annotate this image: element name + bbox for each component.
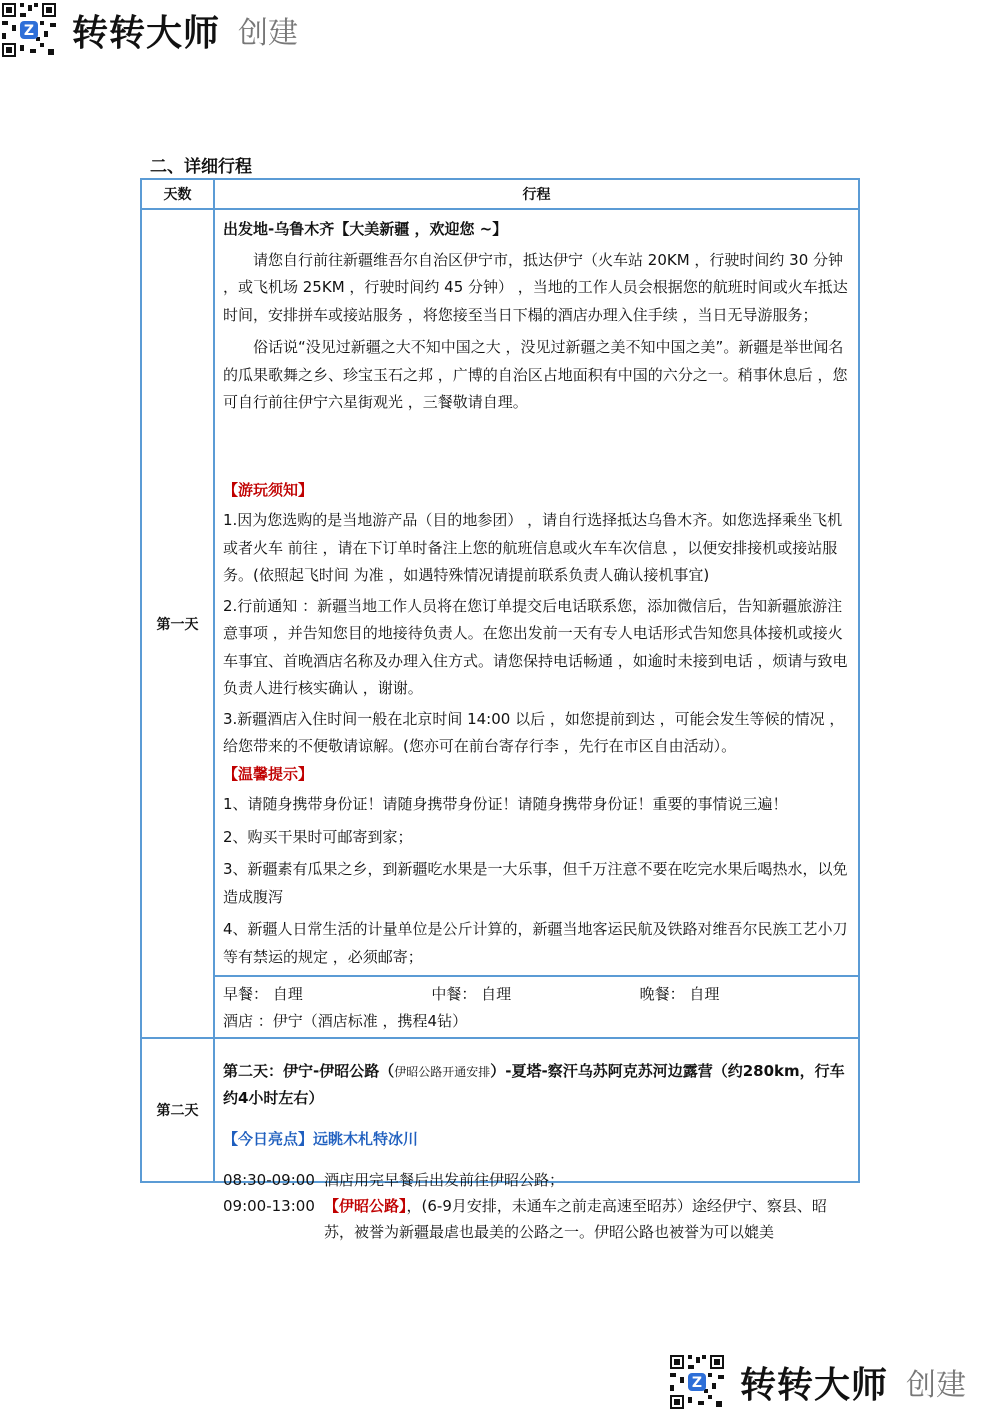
svg-text:Z: Z [23,23,35,39]
schedule-time: 08:30-09:00 [223,1171,315,1189]
day1-content [214,209,859,976]
day1-paragraph: 俗话说“没见过新疆之大不知中国之大 ，没见过新疆之美不知中国之美”。新疆是举世闻名的瓜果歌舞之乡、珍宝玉石之邦 ，广博的自治区占地面积有中国的六分之一。稍事休息后 ，您可自行前往伊宁六星街观光 ，三餐敬请自理。 [223,338,848,411]
header-itinerary: 行程 [214,179,859,209]
section-title: 二、详细行程 [150,157,252,177]
header-days: 天数 [141,179,214,209]
notice-item: 2.行前通知 ：新疆当地工作人员将在您订单提交后电话联系您，添加微信后，告知新疆旅游注意事项 ，并告知您目的地接待负责人。在您出发前一天有专人电话形式告知您具体接机或接火车事宜、首晚酒店名称及办理入住方式。请您保持电话畅通 ，如逾时未接到电话 ，烦请与致电负责人进行核实确认 ，谢谢。 [223,596,848,697]
watermark-sub: 创建 [906,1368,967,1403]
watermark-sub: 创建 [238,16,299,51]
svg-text:Z: Z [691,1375,703,1391]
tip-item: 3、新疆素有瓜果之乡，到新疆吃水果是一大乐事，但千万注意不要在吃完水果后喝热水，以免造成腹泻 [223,860,848,906]
notice-item: 1.因为您选购的是当地游产品（目的地参团） ，请自行选择抵达乌鲁木齐。如您选择乘坐飞机或者火车 前往 ，请在下订单时备注上您的航班信息或火车车次信息 ，以便安排接机或接站服务。(依照起飞时间 为准 ，如遇特殊情况请提前联系负责人确认接机事宜) [223,511,843,584]
hotel-info: 酒店 ：伊宁（酒店标准 ，携程4钻） [223,1012,468,1030]
watermark-top [0,0,298,60]
watermark-brand: 转转大师 [740,1364,889,1406]
meal-breakfast: 早餐： 自理 [223,985,303,1003]
table-row [141,1038,859,1182]
watermark-brand: 转转大师 [72,12,221,54]
day1-meals [214,976,859,1038]
schedule-item [223,1167,848,1193]
day2-label: 第二天 [141,1038,214,1182]
table-header-row [141,179,859,209]
notice-item: 3.新疆酒店入住时间一般在北京时间 14:00 以后 ，如您提前到达 ，可能会发生等候的情况 ，给您带来的不便敬请谅解。(您亦可在前台寄存行李 ，先行在市区自由活动）。 [223,709,845,755]
day2-title: 第二天：伊宁-伊昭公路（伊昭公路开通安排）-夏塔-察汗乌苏阿克苏河边露营（约280km，行车约4小时左右） [223,1062,845,1107]
schedule-text: 【伊昭公路】，(6-9月安排，未通车之前走高速至昭苏）途经伊宁、察县、昭苏，被誉为新疆最虐也最美的公路之一。伊昭公路也被誉为可以媲美 [324,1197,827,1241]
qr-code-icon [0,1,58,59]
notice-title: 【游玩须知】 [223,480,314,499]
itinerary-table [140,178,860,1241]
tip-item: 1、请随身携带身份证！请随身携带身份证！请随身携带身份证！重要的事情说三遍！ [223,795,788,813]
schedule-time: 09:00-13:00 [223,1197,315,1215]
tip-item: 4、新疆人日常生活的计量单位是公斤计算的，新疆当地客运民航及铁路对维吾尔民族工艺小刀等有禁运的规定 ，必须邮寄； [223,920,848,966]
watermark-bottom [668,1352,966,1412]
day1-paragraph: 请您自行前往新疆维吾尔自治区伊宁市，抵达伊宁（火车站 20KM ，行驶时间约 30 分钟 ，或飞机场 25KM ，行驶时间约 45 分钟） ，当地的工作人员会根据您的航班时间或火车抵达时间，安排拼车或接站服务 ，将您接至当日下榻的酒店办理入住手续 ，当日无导游服务； [223,250,848,324]
table-row [141,976,859,1038]
day1-label: 第一天 [141,209,214,1038]
table-row [141,209,859,976]
day2-highlight: 【今日亮点】远眺木札特冰川 [223,1130,419,1148]
meal-dinner: 晚餐： 自理 [639,985,720,1003]
day2-content [214,1038,859,1241]
schedule-text: 酒店用完早餐后出发前往伊昭公路； [324,1171,565,1189]
tips-title: 【温馨提示】 [223,764,314,783]
tip-item: 2、购买干果时可邮寄到家； [223,827,413,846]
qr-code-icon [668,1353,726,1411]
day1-title: 出发地-乌鲁木齐【大美新疆 ，欢迎您 ~】 [223,220,508,238]
meal-lunch: 中餐： 自理 [431,985,512,1003]
schedule-item [223,1193,848,1245]
